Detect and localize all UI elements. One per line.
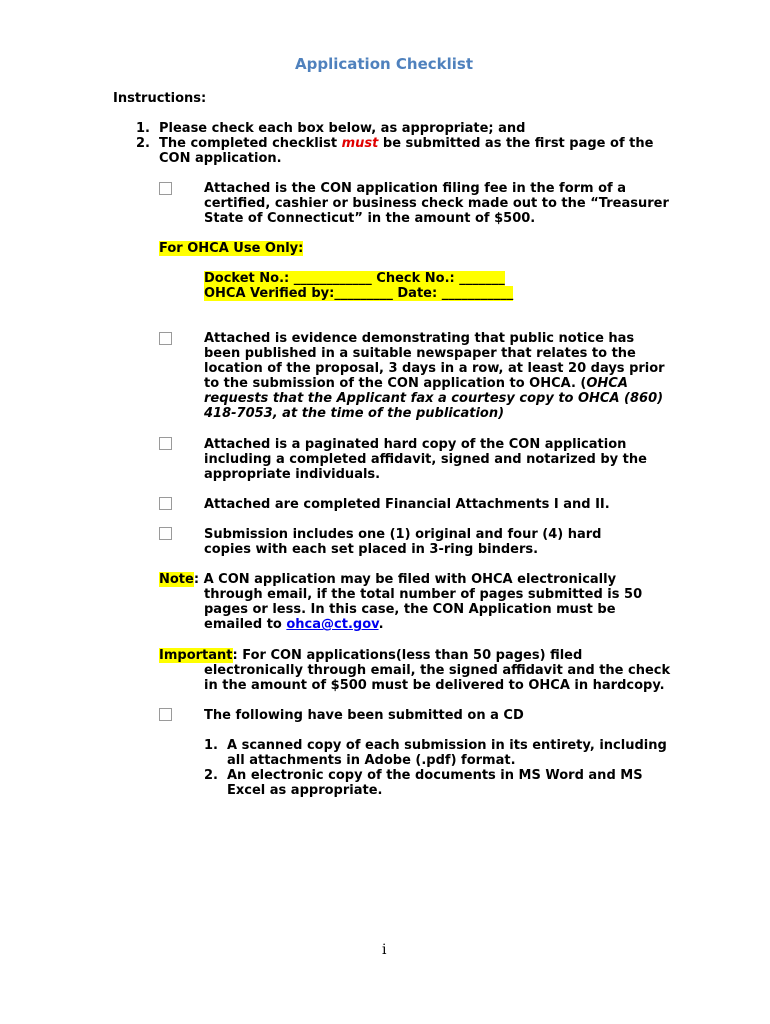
important-line1: Important: For CON applications(less than 50 pages) filed xyxy=(159,648,583,663)
item-public-notice-line1: Attached is evidence demonstrating that public notice has xyxy=(204,331,635,346)
item-submission-copies-line2: copies with each set placed in 3-ring binders. xyxy=(204,542,539,557)
checkbox-hard-copy[interactable] xyxy=(159,437,172,450)
instruction-2-text-cont: CON application. xyxy=(159,151,282,166)
item-hard-copy-line3: appropriate individuals. xyxy=(204,467,381,482)
item-public-notice-line5: requests that the Applicant fax a courtesy copy to OHCA (860) xyxy=(204,391,664,406)
checkbox-filing-fee[interactable] xyxy=(159,182,172,195)
cd-sub-2-number: 2. xyxy=(204,768,218,783)
item-cd-submission: The following have been submitted on a CD xyxy=(204,708,524,723)
cd-sub-2-line2: Excel as appropriate. xyxy=(227,783,383,798)
item-financial-attachments: Attached are completed Financial Attachments I and II. xyxy=(204,497,610,512)
item-public-notice-line4: to the submission of the CON application to OHCA. (OHCA xyxy=(204,376,628,391)
item-submission-copies-line1: Submission includes one (1) original and four (4) hard xyxy=(204,527,602,542)
page-number: i xyxy=(382,942,387,958)
important-line3: in the amount of $500 must be delivered to OHCA in hardcopy. xyxy=(204,678,665,693)
instruction-2-text: The completed checklist must be submitted as the first page of the xyxy=(159,136,654,151)
ohca-use-only-label: For OHCA Use Only: xyxy=(159,241,304,256)
docket-check-line: Docket No.: ____________ Check No.: _______ xyxy=(204,271,505,286)
note-line4: emailed to ohca@ct.gov. xyxy=(204,617,384,632)
important-line2: electronically through email, the signed affidavit and the check xyxy=(204,663,671,678)
cd-sub-1-line1: A scanned copy of each submission in its entirety, including xyxy=(227,738,667,753)
cd-sub-2-line1: An electronic copy of the documents in MS Word and MS xyxy=(227,768,643,783)
item-hard-copy-line2: including a completed affidavit, signed and notarized by the xyxy=(204,452,647,467)
note-line2: through email, if the total number of pages submitted is 50 xyxy=(204,587,643,602)
item-public-notice-line6: 418-7053, at the time of the publication) xyxy=(204,406,505,421)
instruction-1-number: 1. xyxy=(136,121,150,136)
item-filing-fee-line3: State of Connecticut” in the amount of $500. xyxy=(204,211,536,226)
item-hard-copy-line1: Attached is a paginated hard copy of the CON application xyxy=(204,437,627,452)
cd-sub-1-number: 1. xyxy=(204,738,218,753)
instruction-1-text: Please check each box below, as appropriate; and xyxy=(159,121,526,136)
page-title: Application Checklist xyxy=(295,55,474,73)
item-filing-fee-line1: Attached is the CON application filing fee in the form of a xyxy=(204,181,627,196)
item-public-notice-line2: been published in a suitable newspaper that relates to the xyxy=(204,346,636,361)
note-line3: pages or less. In this case, the CON Application must be xyxy=(204,602,616,617)
instructions-label: Instructions: xyxy=(113,91,207,106)
ohca-email-link[interactable]: ohca@ct.gov xyxy=(286,617,379,632)
checkbox-public-notice[interactable] xyxy=(159,332,172,345)
checkbox-financial-attachments[interactable] xyxy=(159,497,172,510)
cd-sub-1-line2: all attachments in Adobe (.pdf) format. xyxy=(227,753,516,768)
checkbox-submission-copies[interactable] xyxy=(159,527,172,540)
item-public-notice-line3: location of the proposal, 3 days in a row, at least 20 days prior xyxy=(204,361,665,376)
note-label: Note xyxy=(159,572,194,587)
checkbox-cd-submission[interactable] xyxy=(159,708,172,721)
must-emphasis: must xyxy=(341,136,379,151)
item-filing-fee-line2: certified, cashier or business check made out to the “Treasurer xyxy=(204,196,669,211)
important-label: Important xyxy=(159,648,233,663)
note-line1: Note: A CON application may be filed with OHCA electronically xyxy=(159,572,617,587)
instruction-2-number: 2. xyxy=(136,136,150,151)
verified-date-line: OHCA Verified by:_________ Date: ___________ xyxy=(204,286,514,301)
